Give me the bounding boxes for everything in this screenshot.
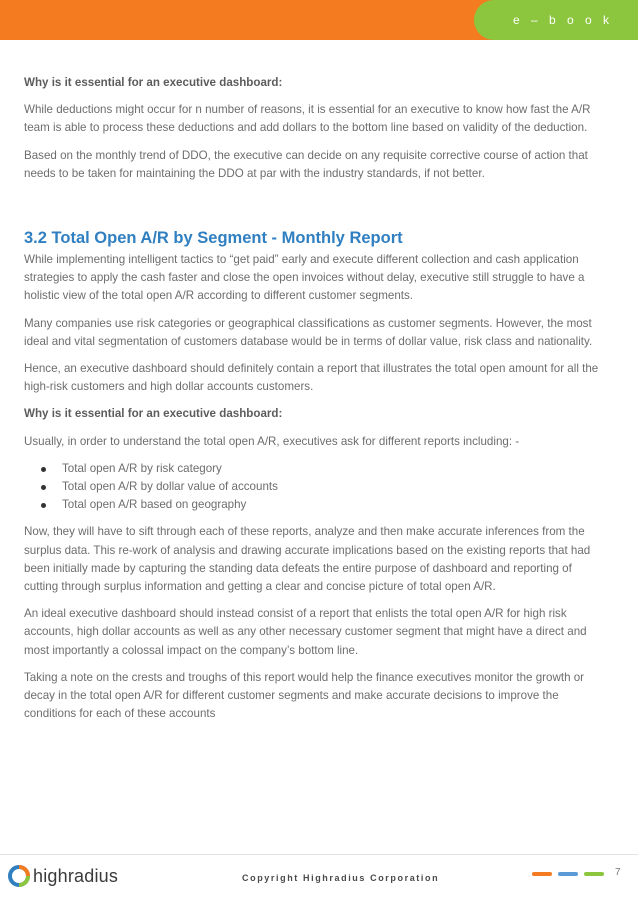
why-heading-1: Why is it essential for an executive dashboard:	[24, 76, 283, 89]
highradius-logo	[8, 865, 118, 887]
footer	[0, 854, 638, 903]
highradius-logo-icon	[8, 865, 30, 887]
paragraph-8: An ideal executive dashboard should instead consist of a report that enlists the total open A/R for high risk accounts, high dollar accounts as well as any other necessary customer segment that might have a direct and most importantly a colossal impact on the company’s bottom line.	[24, 607, 587, 657]
paragraph-9: Taking a note on the crests and troughs of this report would help the finance executives monitor the growth or decay in the total open A/R for different customer segments and make accurate decisions to improve the conditions for each of these accounts	[24, 670, 585, 721]
ebook-tab	[474, 0, 638, 40]
copyright-text: Copyright Highradius Corporation	[242, 873, 440, 883]
green-dash	[584, 872, 604, 876]
paragraph-6: Usually, in order to understand the total open A/R, executives ask for different reports including: -	[24, 434, 520, 448]
logo-text: highradius	[33, 865, 119, 886]
page-number: 7	[615, 867, 621, 878]
bullet-list	[24, 460, 599, 515]
why-heading-2: Why is it essential for an executive dashboard:	[24, 407, 283, 421]
list-item: Total open A/R by dollar value of accounts	[62, 478, 599, 496]
paragraph-4: Many companies use risk categories or geographical classifications as customer segments. However, the most ideal and vital segmentation of customers database would be in terms of dollar value, risk class and nationality.	[24, 316, 593, 348]
blue-dash	[558, 872, 578, 876]
paragraph-7: Now, they will have to sift through each of these reports, analyze and then make accurate inferences from the surplus data. This re-work of analysis and drawing accurate implications based on the existing reports that had been initially made by capturing the standing data defeats the entire purpose of dashboard and reporting of cutting through surplus information and getting a clear and concise picture of total open A/R.	[24, 525, 591, 594]
header-bar	[0, 0, 638, 40]
paragraph-5: Hence, an executive dashboard should definitely contain a report that illustrates the total open amount for all the high-risk customers and high dollar accounts customers.	[24, 362, 599, 394]
orange-dash	[532, 872, 552, 876]
paragraph-2: Based on the monthly trend of DDO, the executive can decide on any requisite corrective course of action that needs to be taken for maintaining the DDO at par with the industry standards, if not better.	[24, 148, 588, 180]
list-item: Total open A/R based on geography	[62, 496, 599, 514]
paragraph-1: While deductions might occur for n number of reasons, it is essential for an executive to know how fast the A/R team is able to process these deductions and add dollars to the bottom line based on validity of the deduction.	[24, 103, 591, 135]
list-item: Total open A/R by risk category	[62, 460, 599, 478]
ebook-label: e – b o o k	[512, 13, 614, 27]
paragraph-3: While implementing intelligent tactics to “get paid” early and execute different collection and cash application strategies to apply the cash faster and close the open invoices without delay, executive still struggle to have a holistic view of the total open A/R according to different customer segments.	[24, 253, 585, 303]
page-content	[24, 74, 599, 732]
section-title: 3.2 Total Open A/R by Segment - Monthly Report	[24, 229, 403, 248]
